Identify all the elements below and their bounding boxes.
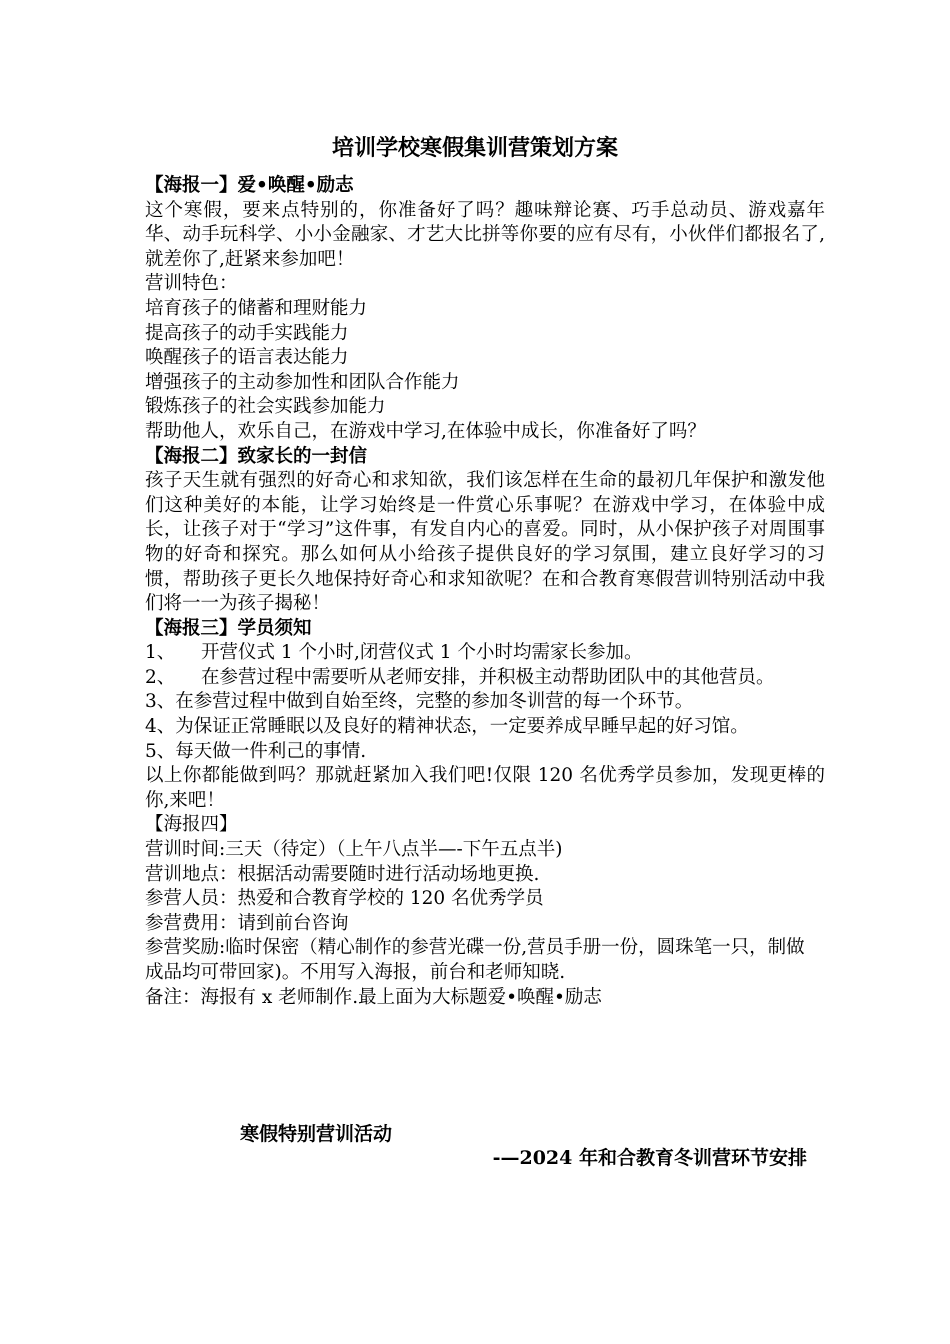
poster2-heading: 【海报二】致家长的一封信 <box>145 445 368 467</box>
camp-reward-line2: 成品均可带回家)。不用写入海报，前台和老师知晓. <box>145 962 566 983</box>
document-body <box>145 174 825 1010</box>
rule-item-1 <box>145 641 825 666</box>
camp-time: 营训时间:三天（待定）（上午八点半—-下午五点半) <box>145 839 563 861</box>
rule-item-3: 3、在参营过程中做到自始至终，完整的参加冬训营的每一个环节。 <box>145 691 694 713</box>
poster1-intro: 这个寒假，要来点特别的，你准备好了吗？趣味辩论赛、巧手总动员、游戏嘉年华、动手玩科学、小小金融家、才艺大比拼等你要的应有尽有，小伙伴们都报名了,就差你了,赶紧来参加吧！ <box>145 199 825 270</box>
rule-text: 在参营过程中需要听从老师安排，并积极主动帮助团队中的其他营员。 <box>201 666 775 688</box>
rule-item-5: 5、每天做一件利己的事情. <box>145 740 367 762</box>
poster1-feature-item: 锻炼孩子的社会实践参加能力 <box>145 396 386 418</box>
rule-text: 开营仪式 1 个小时,闭营仪式 1 个小时均需家长参加。 <box>201 642 643 664</box>
camp-reward-line1: 参营奖励:临时保密（精心制作的参营光碟一份,营员手册一份，圆珠笔一只，制做 <box>145 937 805 959</box>
camp-participants: 参营人员：热爱和合教育学校的 120 名优秀学员 <box>145 888 544 910</box>
poster2-body: 孩子天生就有强烈的好奇心和求知欲，我们该怎样在生命的最初几年保护和激发他们这种美好的本能，让学习始终是一件赏心乐事呢？在游戏中学习，在体验中成长，让孩子对于“学习”这件事，有发自内心的喜爱。同时，从小保护孩子对周围事物的好奇和探究。那么如何从小给孩子提供良好的学习氛围，建立良好学习的习惯，帮助孩子更长久地保持好奇心和求知欲呢？在和合教育寒假营训特别活动中我们将一一为孩子揭秘！ <box>145 470 825 615</box>
rule-item-2 <box>145 666 825 691</box>
poster1-feature-item: 培育孩子的储蓄和理财能力 <box>145 297 368 319</box>
poster3-closing: 以上你都能做到吗？那就赶紧加入我们吧!仅限 120 名优秀学员参加，发现更棒的你,来吧！ <box>145 765 825 811</box>
camp-fee: 参营费用：请到前台咨询 <box>145 912 349 934</box>
poster1-feature-item: 增强孩子的主动参加性和团队合作能力 <box>145 371 460 393</box>
section-caption: -—2024 年和合教育冬训营环节安排 <box>492 1147 807 1169</box>
poster3-heading: 【海报三】学员须知 <box>145 617 312 639</box>
rule-number: 1、 <box>145 642 176 664</box>
camp-location: 营训地点：根据活动需要随时进行活动场地更换. <box>145 863 540 885</box>
poster1-heading: 【海报一】爱•唤醒•励志 <box>145 175 354 196</box>
document-title: 培训学校寒假集训营策划方案 <box>331 135 618 161</box>
rule-item-4: 4、为保证正常睡眠以及良好的精神状态，一定要养成早睡早起的好习馆。 <box>145 716 749 738</box>
poster4-heading: 【海报四】 <box>145 814 238 836</box>
poster1-feature-item: 提高孩子的动手实践能力 <box>145 322 349 344</box>
poster1-features-label: 营训特色： <box>145 273 238 295</box>
rule-number: 2、 <box>145 666 176 688</box>
section-subtitle: 寒假特别营训活动 <box>240 1123 393 1145</box>
poster4-note: 备注：海报有 x 老师制作.最上面为大标题爱•唤醒•励志 <box>145 986 602 1008</box>
poster1-closing: 帮助他人，欢乐自己，在游戏中学习,在体验中成长，你准备好了吗？ <box>145 420 706 442</box>
poster1-feature-item: 唤醒孩子的语言表达能力 <box>145 347 349 369</box>
